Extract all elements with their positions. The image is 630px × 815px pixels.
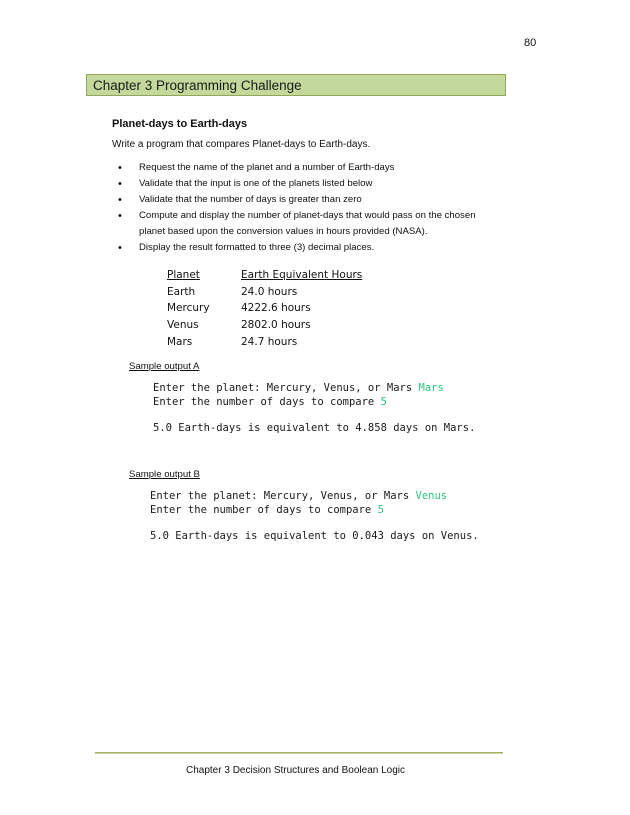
planet-name: Earth (167, 285, 196, 298)
sample-a-label: Sample output A (129, 361, 200, 372)
planet-name: Venus (167, 319, 199, 332)
planet-hours: 24.0 hours (241, 285, 298, 298)
table-header-row (167, 267, 362, 284)
footer-divider (95, 752, 503, 754)
planet-hours: 2802.0 hours (241, 319, 311, 332)
planet-name: Mars (167, 335, 193, 348)
list-item: • Display the result formatted to three (3) decimal places. (112, 240, 502, 256)
planet-hours: 24.7 hours (241, 335, 298, 348)
user-input: Venus (415, 490, 448, 502)
intro-text: Write a program that compares Planet-days to Earth-days. (112, 139, 371, 150)
footer-text: Chapter 3 Decision Structures and Boolean Logic (186, 765, 406, 776)
sample-a-console (153, 382, 475, 436)
sample-b-label: Sample output B (129, 469, 200, 480)
console-line (153, 382, 475, 396)
section-title: Planet-days to Earth-days (112, 118, 248, 130)
planet-table (167, 267, 362, 350)
user-input: 5 (377, 503, 384, 516)
table-row (167, 300, 362, 317)
list-item: • Validate that the number of days is greater than zero (112, 192, 502, 208)
planet-hours: 4222.6 hours (241, 302, 311, 315)
sample-b-console (150, 490, 479, 544)
table-row (167, 317, 362, 334)
prompt-text: Enter the planet: Mercury, Venus, or Mars (150, 490, 416, 502)
list-item: • Compute and display the number of planet-days that would pass on the chosen planet based upon the conversion values in hours provided (NASA). (112, 208, 502, 240)
chapter-banner: Chapter 3 Programming Challenge (86, 74, 506, 96)
user-input: Mars (418, 382, 444, 394)
result-line: 5.0 Earth-days is equivalent to 4.858 days on Mars. (153, 422, 476, 434)
column-header-hours: Earth Equivalent Hours (241, 269, 363, 282)
planet-name: Mercury (167, 302, 210, 315)
console-line (153, 396, 475, 410)
result-line: 5.0 Earth-days is equivalent to 0.043 days on Venus. (150, 530, 479, 542)
console-line (150, 490, 479, 504)
user-input: 5 (380, 395, 387, 408)
page-number: 80 (524, 37, 537, 49)
prompt-text: Enter the number of days to compare (153, 395, 381, 408)
console-line (150, 504, 479, 518)
column-header-planet: Planet (167, 269, 200, 282)
prompt-text: Enter the planet: Mercury, Venus, or Mars (153, 382, 419, 394)
prompt-text: Enter the number of days to compare (150, 503, 378, 516)
table-row (167, 284, 362, 301)
list-item: • Validate that the input is one of the planets listed below (112, 176, 502, 192)
list-item: • Request the name of the planet and a number of Earth-days (112, 160, 502, 176)
table-row (167, 333, 362, 350)
requirements-list (112, 160, 502, 256)
